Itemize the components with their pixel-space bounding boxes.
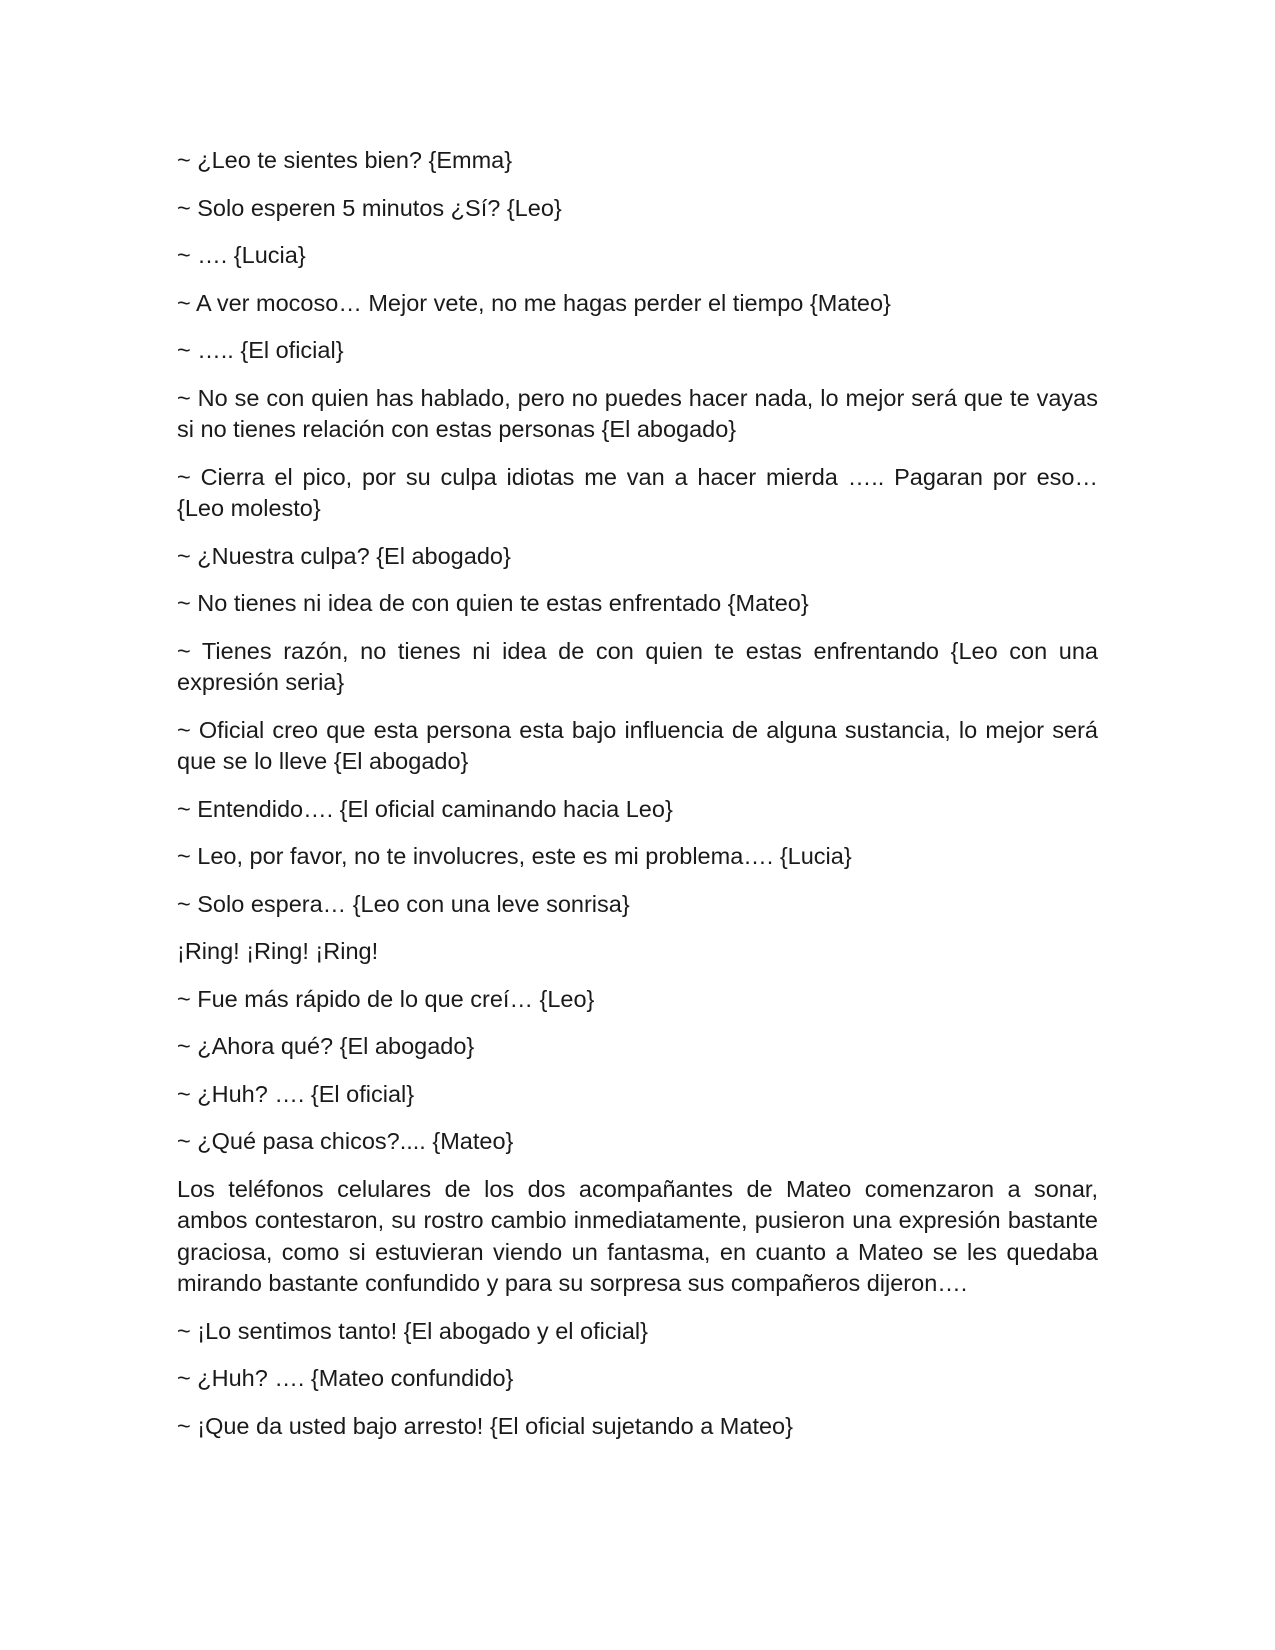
dialogue-line: ~ ¡Lo sentimos tanto! {El abogado y el oficial} xyxy=(177,1317,648,1344)
dialogue-line: ~ ¿Huh? …. {Mateo confundido} xyxy=(177,1365,514,1391)
dialogue-line: ~ No tienes ni idea de con quien te estas enfrentado {Mateo} xyxy=(177,590,809,616)
dialogue-line: ~ Fue más rápido de lo que creí… {Leo} xyxy=(177,985,595,1012)
dialogue-line: ~ ¿Nuestra culpa? {El abogado} xyxy=(177,542,511,569)
dialogue-line: ~ Solo esperen 5 minutos ¿Sí? {Leo} xyxy=(177,194,562,221)
dialogue-line: ~ Cierra el pico, por su culpa idiotas me van a hacer mierda ….. Pagaran por eso… {Leo molesto} xyxy=(177,463,1098,521)
sound-effect-line: ¡Ring! ¡Ring! ¡Ring! xyxy=(177,938,379,964)
document-body xyxy=(177,145,1098,1458)
dialogue-line: ~ Entendido…. {El oficial caminando hacia Leo} xyxy=(177,795,673,822)
dialogue-line: ~ ¿Ahora qué? {El abogado} xyxy=(177,1033,475,1059)
dialogue-line: ~ Oficial creo que esta persona esta bajo influencia de alguna sustancia, lo mejor será que se lo lleve {El abogado} xyxy=(177,716,1098,774)
narrative-paragraph: Los teléfonos celulares de los dos acompañantes de Mateo comenzaron a sonar, ambos contestaron, su rostro cambio inmediatamente, pusieron una expresión bastante graciosa, como si estuvieran viendo un fantasma, en cuanto a Mateo se les quedaba mirando bastante confundido y para su sorpresa sus compañeros dijeron…. xyxy=(177,1175,1098,1296)
dialogue-line: ~ Tienes razón, no tienes ni idea de con quien te estas enfrentando {Leo con una expresión seria} xyxy=(177,637,1098,695)
dialogue-line: ~ Leo, por favor, no te involucres, este es mi problema…. {Lucia} xyxy=(177,843,852,869)
dialogue-line: ~ A ver mocoso… Mejor vete, no me hagas perder el tiempo {Mateo} xyxy=(177,289,891,316)
dialogue-line: ~ ¡Que da usted bajo arresto! {El oficial sujetando a Mateo} xyxy=(177,1412,793,1439)
dialogue-line: ~ ….. {El oficial} xyxy=(177,337,344,363)
dialogue-line: ~ ¿Huh? …. {El oficial} xyxy=(177,1080,415,1107)
dialogue-line: ~ Solo espera… {Leo con una leve sonrisa} xyxy=(177,890,630,917)
dialogue-line: ~ ¿Qué pasa chicos?.... {Mateo} xyxy=(177,1128,514,1154)
dialogue-line: ~ No se con quien has hablado, pero no puedes hacer nada, lo mejor será que te vayas si no tienes relación con estas personas {El abogado} xyxy=(177,384,1098,442)
dialogue-line: ~ …. {Lucia} xyxy=(177,242,306,268)
dialogue-line: ~ ¿Leo te sientes bien? {Emma} xyxy=(177,147,513,173)
